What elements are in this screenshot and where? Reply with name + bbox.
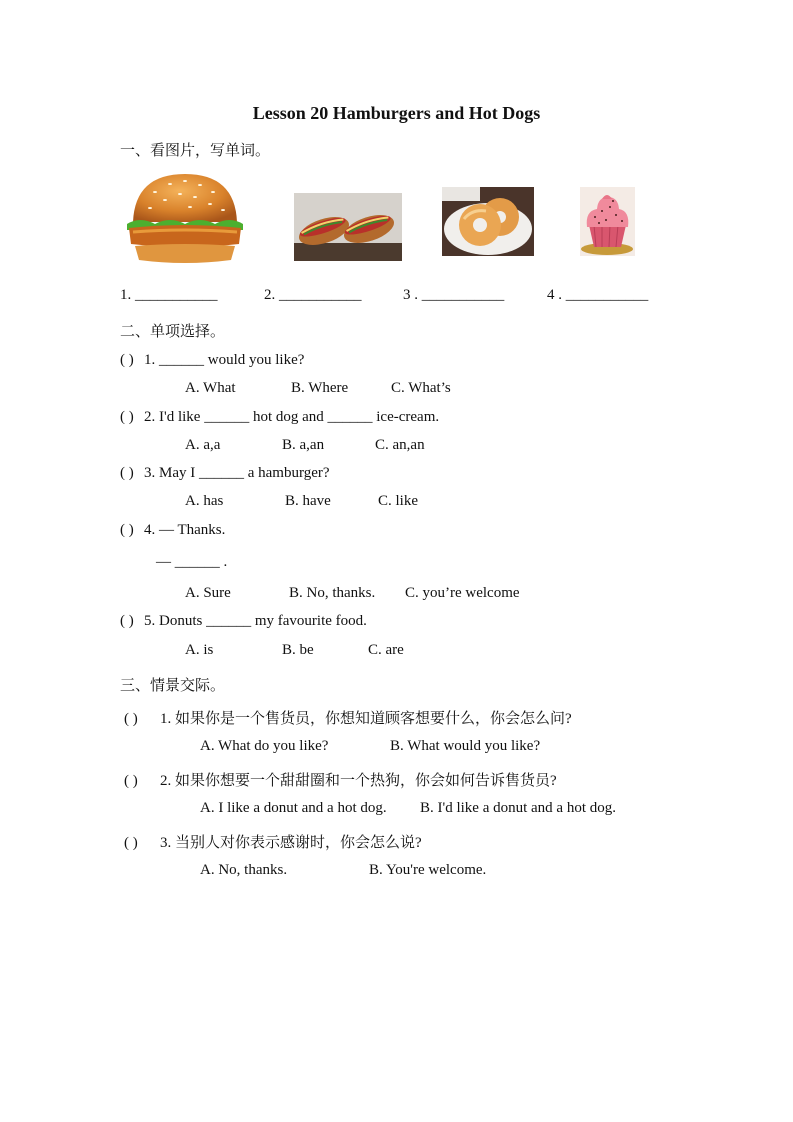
option-b: B. I'd like a donut and a hot dog.	[420, 800, 617, 816]
question-stem: 如果你是一个售货员，你想知道顾客想要什么，你会怎么问	[175, 709, 566, 727]
option-a: A. a,a	[185, 437, 221, 453]
option-c: C. you’re welcome	[405, 585, 520, 601]
option-c: C. like	[378, 493, 418, 509]
option-b: B. You're welcome.	[369, 862, 487, 878]
reply-line: — ______ .	[156, 554, 228, 570]
option-a: A. has	[185, 493, 224, 509]
question-number: 3.	[160, 835, 175, 851]
question-stem: 4. — Thanks.	[144, 522, 226, 538]
option-b: B. What would you like?	[390, 738, 541, 754]
option-c: C. are	[368, 642, 404, 658]
answer-paren: ( )	[124, 773, 138, 789]
answer-paren: ( )	[120, 522, 134, 538]
hamburger-picture	[125, 172, 245, 266]
page-title: Lesson 20 Hamburgers and Hot Dogs	[252, 103, 541, 123]
answer-blank-2: 2. ___________	[264, 287, 362, 303]
option-a: A. What	[185, 380, 236, 396]
question-row	[120, 613, 367, 630]
option-b: B. a,an	[282, 437, 325, 453]
answer-paren: ( )	[124, 835, 138, 851]
option-b: B. No, thanks.	[289, 585, 376, 601]
question-mark: ?	[565, 711, 572, 727]
question-row	[120, 522, 225, 539]
question-row	[120, 465, 330, 482]
question-stem: 3. May I ______ a hamburger?	[144, 465, 330, 481]
question-number: 1.	[160, 711, 175, 727]
option-a: A. Sure	[185, 585, 231, 601]
answer-paren: ( )	[120, 409, 134, 425]
option-a: A. is	[185, 642, 214, 658]
option-a: A. I like a donut and a hot dog.	[200, 800, 387, 816]
answer-blank-4: 4 . ___________	[547, 287, 649, 303]
option-c: C. What’s	[391, 380, 451, 396]
question-number: 2.	[160, 773, 175, 789]
question-row	[124, 707, 572, 728]
option-c: C. an,an	[375, 437, 425, 453]
option-a: A. What do you like?	[200, 738, 329, 754]
section-heading-1: 一、看图片，写单词。	[120, 141, 271, 159]
question-row	[124, 769, 557, 790]
question-mark: ?	[550, 773, 557, 789]
donuts-picture	[442, 187, 534, 256]
question-stem: 当别人对你表示感谢时，你会怎么说	[175, 833, 416, 851]
option-b: B. Where	[291, 380, 349, 396]
question-stem: 1. ______ would you like?	[144, 352, 305, 368]
section-heading-2: 二、单项选择。	[120, 322, 226, 340]
answer-paren: ( )	[120, 613, 134, 629]
section-heading-3: 三、情景交际。	[120, 676, 226, 694]
hot-dogs-picture	[294, 193, 402, 261]
question-stem: 2. I'd like ______ hot dog and ______ ice-cream.	[144, 409, 440, 425]
option-a: A. No, thanks.	[200, 862, 288, 878]
option-b: B. have	[285, 493, 331, 509]
answer-blank-1: 1. ___________	[120, 287, 218, 303]
question-mark: ?	[415, 835, 422, 851]
answer-paren: ( )	[120, 465, 134, 481]
option-b: B. be	[282, 642, 314, 658]
answer-paren: ( )	[124, 711, 138, 727]
question-row	[120, 352, 304, 369]
question-stem: 如果你想要一个甜甜圈和一个热狗，你会如何告诉售货员	[175, 771, 551, 789]
cupcake-picture	[580, 187, 635, 256]
question-row	[120, 409, 439, 426]
question-stem: 5. Donuts ______ my favourite food.	[144, 613, 367, 629]
answer-paren: ( )	[120, 352, 134, 368]
question-row	[124, 831, 422, 852]
answer-blank-3: 3 . ___________	[403, 287, 505, 303]
